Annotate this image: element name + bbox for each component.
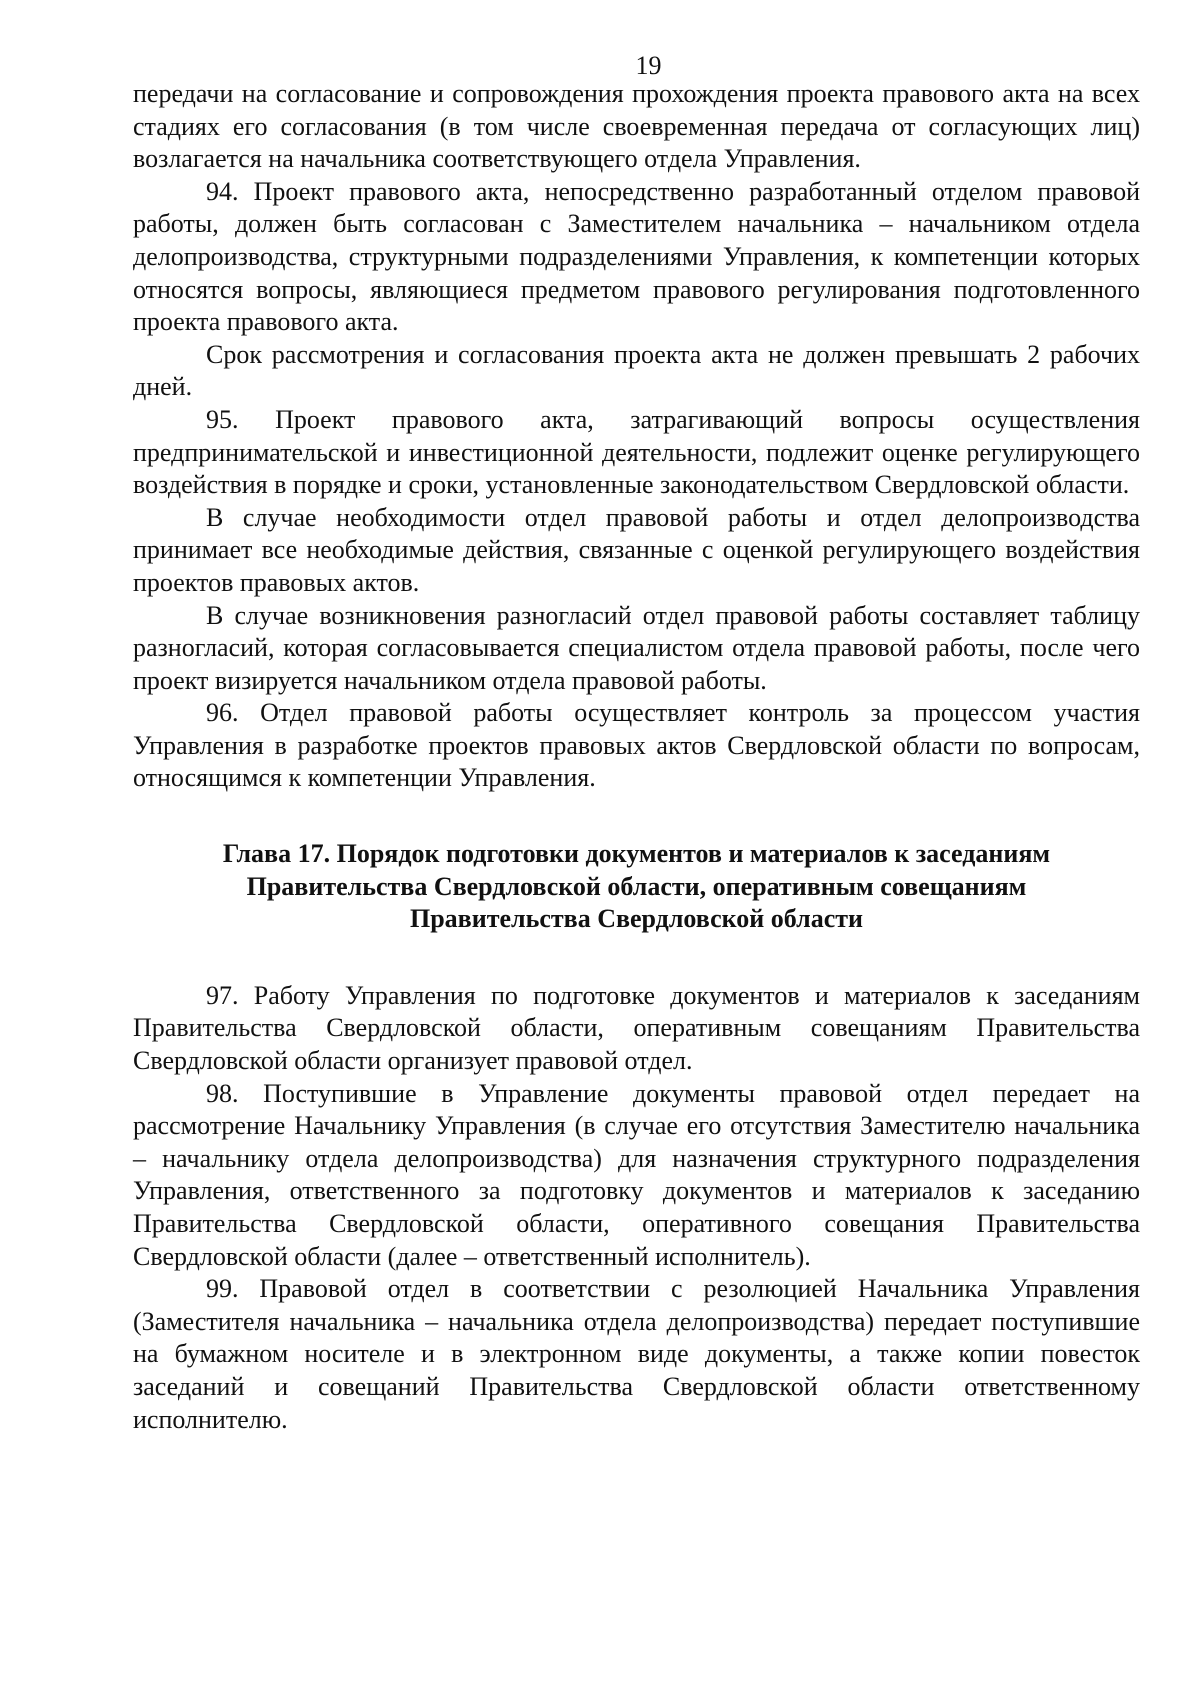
chapter-heading-line: Глава 17. Порядок подготовки документов и материалов к заседаниям — [222, 839, 1051, 869]
paragraph-96: 96. Отдел правовой работы осуществляет контроль за процессом участия Управления в разработке проектов правовых актов Свердловской области по вопросам, относящимся к компетенции Управления. — [133, 698, 1140, 793]
paragraph: В случае возникновения разногласий отдел правовой работы составляет таблицу разногласий, которая согласовывается специалистом отдела правовой работы, после чего проект визируется начальником отдела правовой работы. — [133, 600, 1140, 695]
paragraph: передачи на согласование и сопровождения прохождения проекта правового акта на всех стадиях его согласования (в том числе своевременная передача от согласующих лиц) возлагается на начальника соответствующего отдела Управления. — [133, 79, 1140, 174]
paragraph: В случае необходимости отдел правовой работы и отдел делопроизводства принимает все необходимые действия, связанные с оценкой регулирующего воздействия проектов правовых актов. — [133, 502, 1140, 597]
chapter-heading-line: Правительства Свердловской области, оперативным совещаниям — [246, 871, 1027, 901]
document-body — [133, 78, 1140, 1436]
page-number: 19 — [635, 51, 662, 80]
paragraph-99: 99. Правовой отдел в соответствии с резолюцией Начальника Управления (Заместителя начальника – начальника отдела делопроизводства) передает поступившие на бумажном носителе и в электронном виде документы, а также копии повесток заседаний и совещаний Правительства Свердловской области ответственному исполнителю. — [133, 1274, 1140, 1434]
chapter-heading — [133, 838, 1140, 936]
paragraph-97: 97. Работу Управления по подготовке документов и материалов к заседаниям Правительства Свердловской области, оперативным совещаниям Правительства Свердловской области организует правовой отдел. — [133, 980, 1140, 1076]
paragraph-98: 98. Поступившие в Управление документы правовой отдел передает на рассмотрение Начальнику Управления (в случае его отсутствия Заместителю начальника – начальнику отдела делопроизводства) для назначения структурного подразделения Управления, ответственного за подготовку документов и материалов к заседанию Правительства Свердловской области, оперативного совещания Правительства Свердловской области (далее – ответственный исполнитель). — [133, 1078, 1140, 1271]
paragraph: Срок рассмотрения и согласования проекта акта не должен превышать 2 рабочих дней. — [133, 339, 1140, 402]
chapter-heading-line: Правительства Свердловской области — [409, 904, 864, 934]
paragraph-95: 95. Проект правового акта, затрагивающий вопросы осуществления предпринимательской и инвестиционной деятельности, подлежит оценке регулирующего воздействия в порядке и сроки, установленные законодательством Свердловской области. — [133, 404, 1140, 500]
paragraph-94: 94. Проект правового акта, непосредственно разработанный отделом правовой работы, должен быть согласован с Заместителем начальника – начальником отдела делопроизводства, структурными подразделениями Управления, к компетенции которых относятся вопросы, являющиеся предметом правового регулирования подготовленного проекта правового акта. — [133, 176, 1140, 337]
